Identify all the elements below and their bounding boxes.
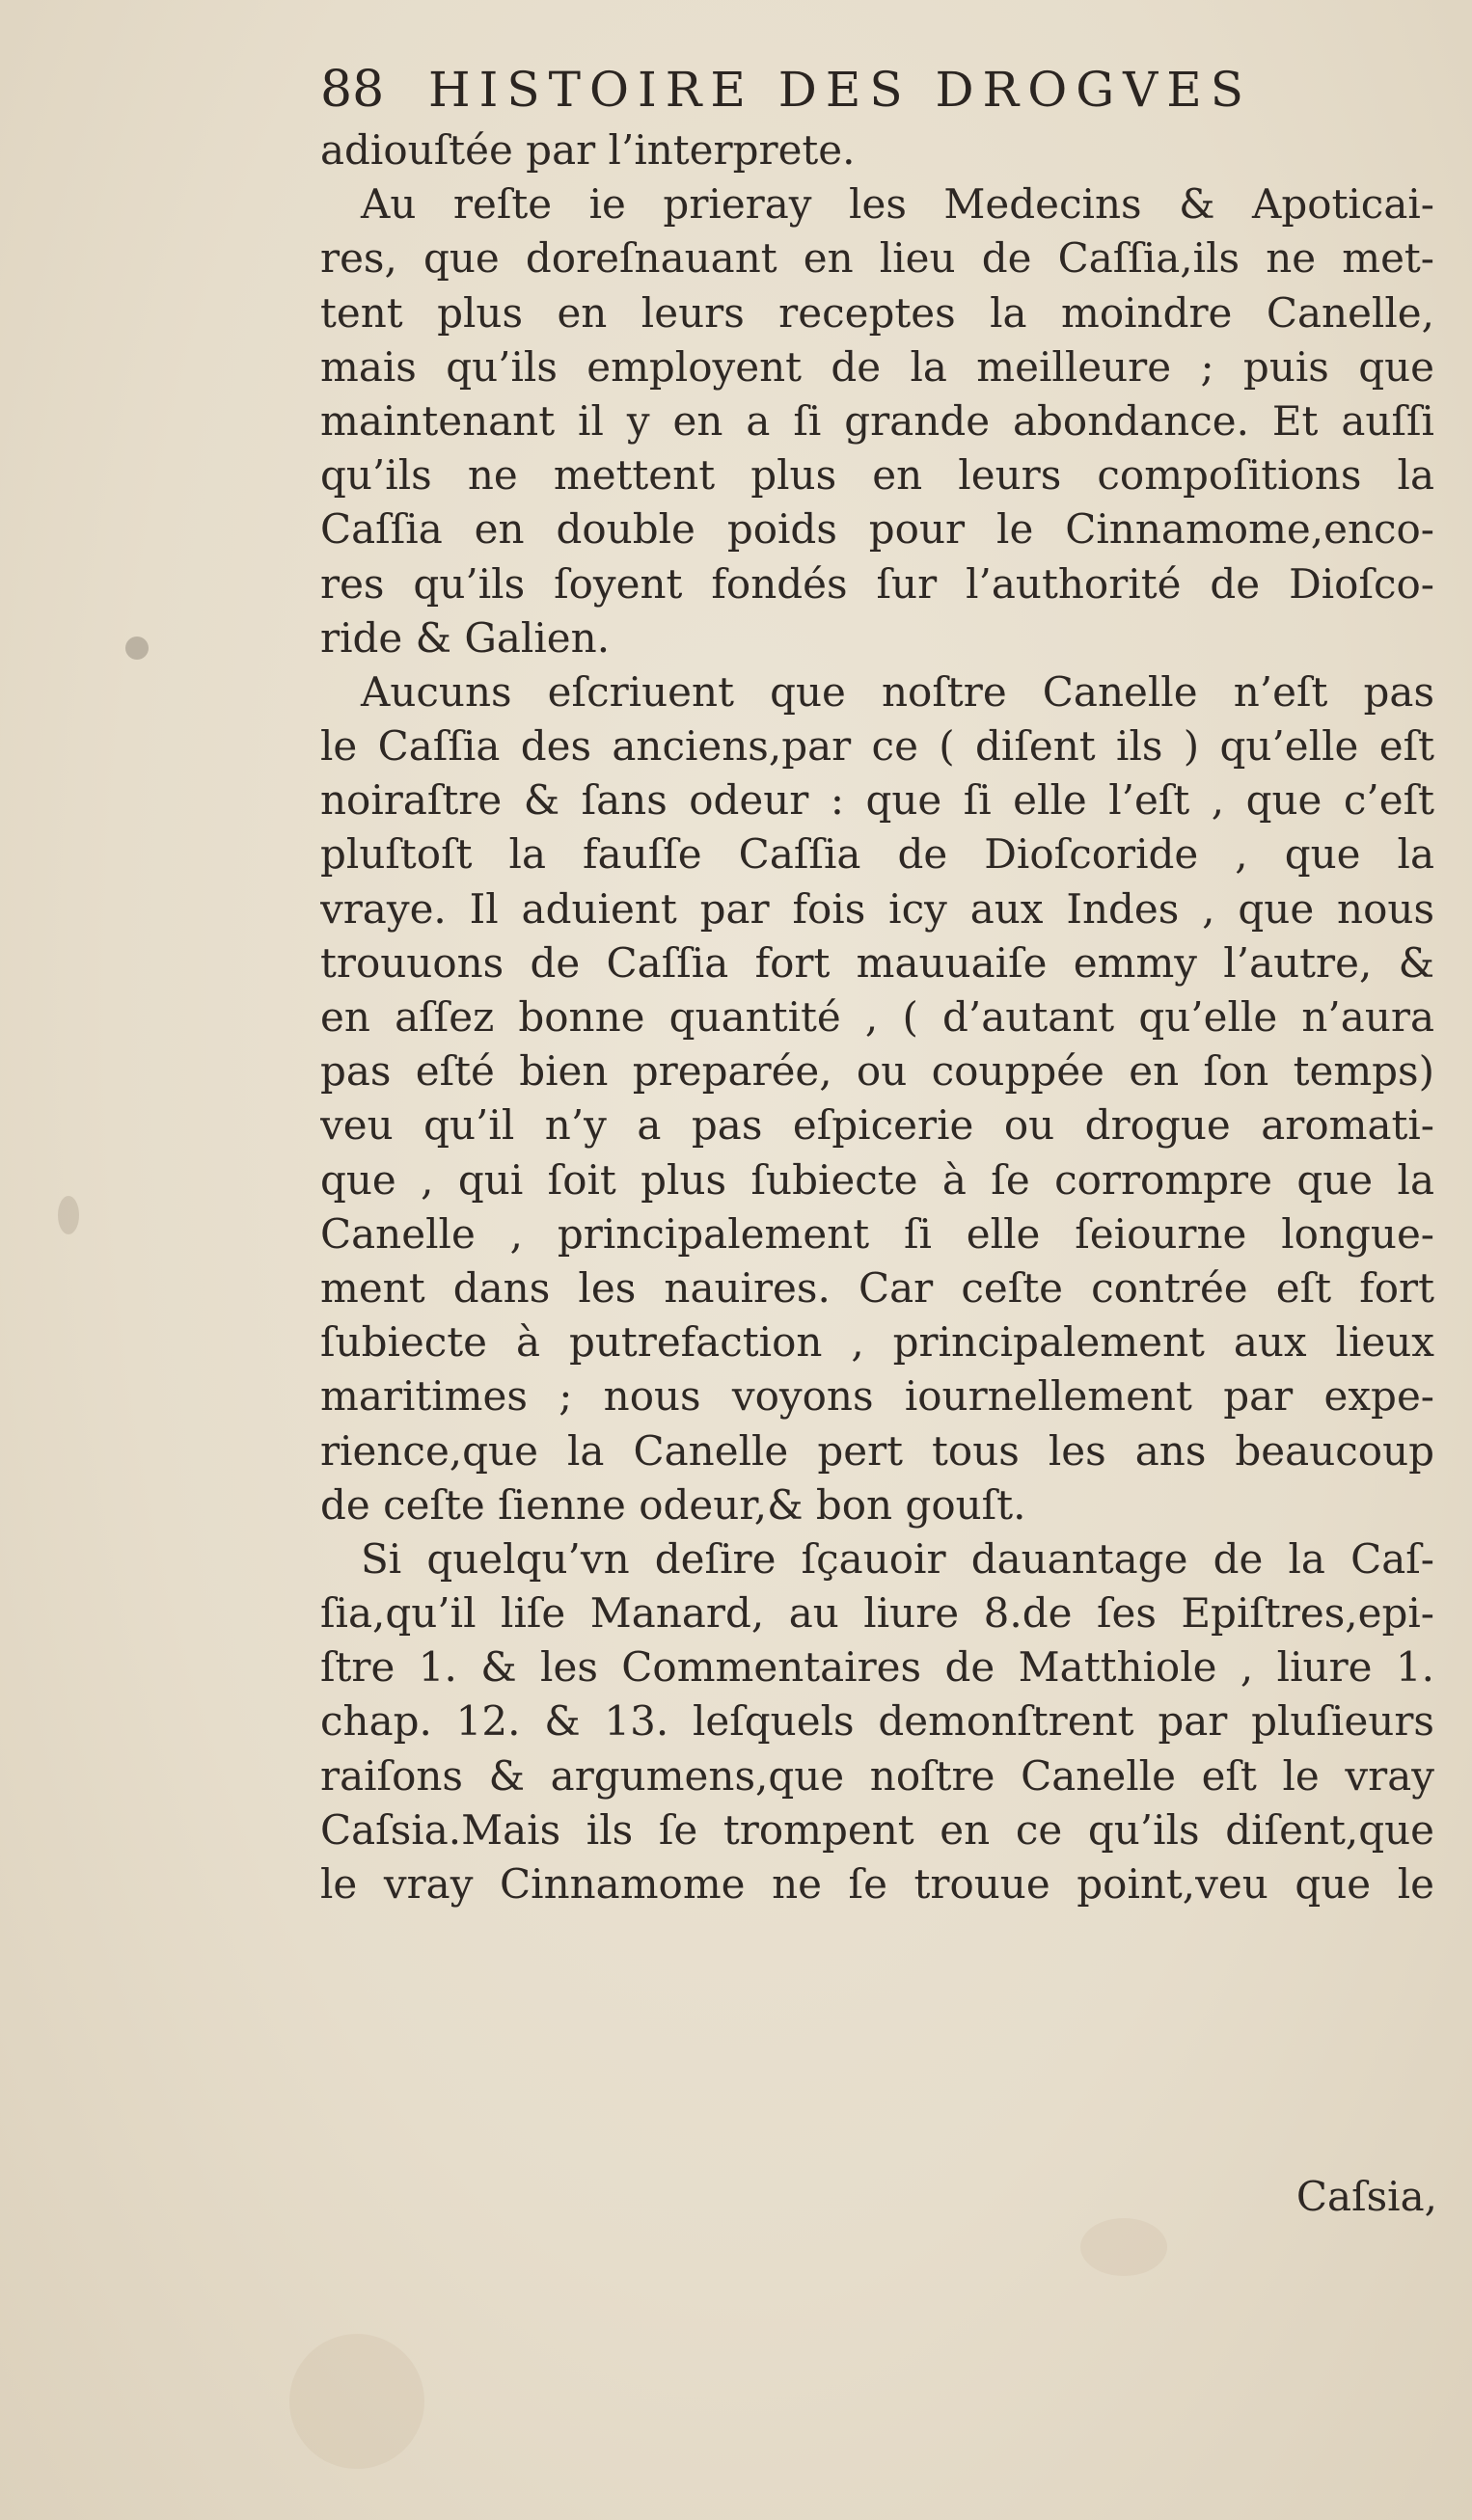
text-line: de ceſte ſienne odeur,& bon gouſt. <box>320 1480 1026 1529</box>
text-line: adiouſtée par l’interprete. <box>320 126 856 174</box>
text-line: rience,que la Canelle pert tous les ans beaucoup <box>320 1426 1434 1475</box>
text-line: noiraſtre & ſans odeur : que ſi elle l’eſt , que c’eſt <box>320 776 1434 825</box>
text-line: Caſſia en double poids pour le Cinnamome,enco- <box>320 505 1434 554</box>
text-line: que , qui ſoit plus ſubiecte à ſe corrompre que la <box>320 1155 1434 1204</box>
ink-spot <box>58 1196 79 1234</box>
text-line: Canelle , principalement ſi elle ſeiourne longue- <box>320 1209 1434 1258</box>
text-line: tent plus en leurs receptes la moindre Canelle, <box>320 288 1434 337</box>
text-line: pas eſté bien preparée, ou couppée en ſon temps) <box>320 1047 1434 1096</box>
text-line: trouuons de Caſſia fort mauuaiſe emmy l’autre, & <box>320 938 1434 987</box>
body-text <box>320 123 1434 1911</box>
text-line: le vray Cinnamome ne ſe trouue point,veu que le <box>320 1860 1434 1908</box>
text-line: chap. 12. & 13. leſquels demonſtrent par pluſieurs <box>320 1697 1434 1746</box>
text-line: vraye. Il aduient par fois icy aux Indes , que nous <box>320 884 1434 933</box>
text-line: ment dans les nauires. Car ceſte contrée eſt fort <box>320 1263 1434 1312</box>
catchword: Caſsia, <box>1295 2173 1437 2220</box>
text-line: Caſsia.Mais ils ſe trompent en ce qu’ils diſent,que <box>320 1805 1434 1854</box>
text-line: maintenant il y en a ſi grande abondance. Et auſſi <box>320 396 1434 445</box>
text-line: pluſtoſt la fauſſe Caſſia de Dioſcoride , que la <box>320 830 1434 879</box>
text-line: ride & Galien. <box>320 613 611 662</box>
ink-spot <box>125 637 149 660</box>
page-header <box>320 56 1434 123</box>
paper-stain <box>289 2334 424 2469</box>
text-line: Au reſte ie prieray les Medecins & Apoticai- <box>361 180 1434 229</box>
text-line: res, que doreſnauant en lieu de Caſſia,ils ne met- <box>320 234 1434 283</box>
text-line: ſtre 1. & les Commentaires de Matthiole , liure 1. <box>320 1643 1434 1692</box>
text-line: maritimes ; nous voyons iournellement par expe- <box>320 1372 1434 1421</box>
text-line: le Caſſia des anciens,par ce ( diſent ils ) qu’elle eſt <box>320 722 1434 771</box>
text-line: en aſſez bonne quantité , ( d’autant qu’elle n’aura <box>320 993 1434 1041</box>
running-head: HISTOIRE DES DROGVES <box>428 62 1252 118</box>
text-line: qu’ils ne mettent plus en leurs compoſitions la <box>320 451 1434 500</box>
text-line: Aucuns eſcriuent que noſtre Canelle n’eſt pas <box>361 667 1434 716</box>
text-line: mais qu’ils employent de la meilleure ; puis que <box>320 342 1434 391</box>
text-line: Si quelqu’vn deſire ſçauoir dauantage de la Caſ- <box>361 1534 1434 1583</box>
text-line: ſubiecte à putrefaction , principalement aux lieux <box>320 1318 1434 1367</box>
text-line: raiſons & argumens,que noſtre Canelle eſt le vray <box>320 1751 1434 1800</box>
page-number: 88 <box>320 61 385 119</box>
text-line: res qu’ils ſoyent fondés ſur l’authorité de Dioſco- <box>320 559 1434 608</box>
text-line: ſia,qu’il liſe Manard, au liure 8.de ſes Epiſtres,epi- <box>320 1589 1434 1638</box>
paper-stain <box>1080 2218 1167 2276</box>
text-line: veu qu’il n’y a pas eſpicerie ou drogue aromati- <box>320 1101 1434 1150</box>
